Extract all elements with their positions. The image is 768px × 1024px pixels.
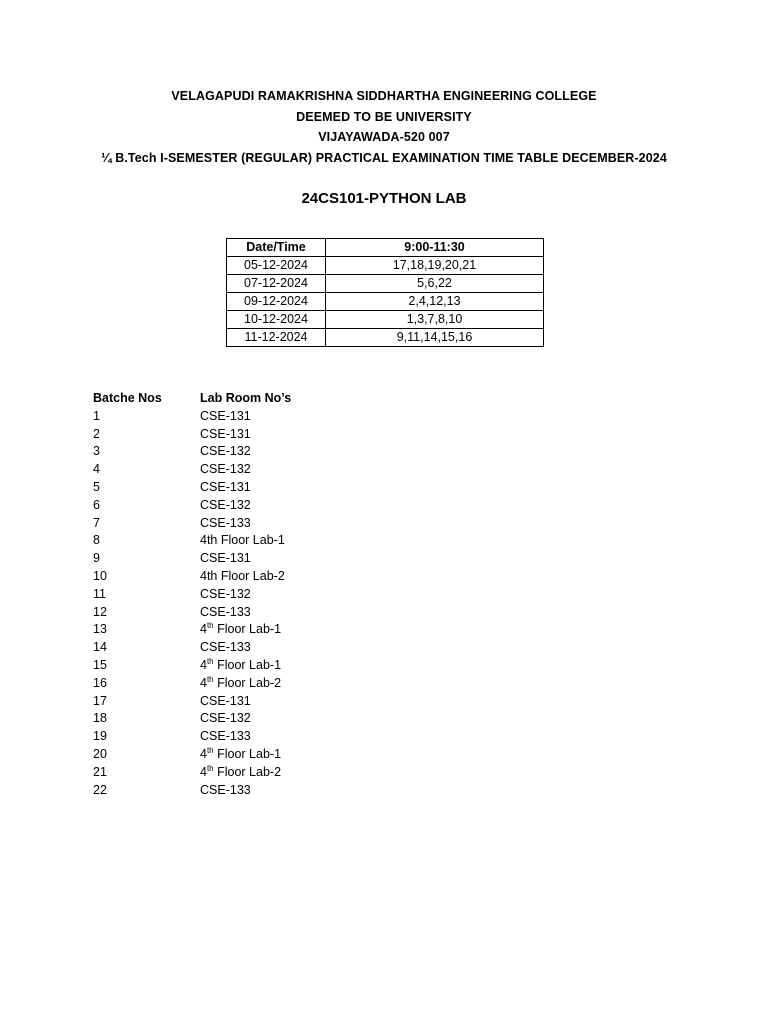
- room-floor-ordinal: th: [206, 763, 214, 773]
- lab-room: [200, 764, 281, 782]
- schedule-header-date: Date/Time: [227, 239, 326, 257]
- room-floor-name: Floor Lab-2: [213, 675, 282, 690]
- batch-number: 12: [93, 604, 107, 619]
- college-location: VIJAYAWADA-520 007: [318, 130, 450, 144]
- lab-room: CSE-133: [200, 640, 251, 655]
- batch-number: 21: [93, 764, 107, 779]
- room-floor-name: Floor Lab-1: [213, 657, 282, 672]
- batch-number: 2: [93, 426, 100, 441]
- batch-number: 13: [93, 622, 107, 637]
- batch-number: 11: [93, 586, 106, 601]
- college-name: VELAGAPUDI RAMAKRISHNA SIDDHARTHA ENGINEERING COLLEGE: [171, 89, 597, 103]
- room-floor-ordinal: th: [206, 674, 214, 684]
- schedule-header-time: 9:00-11:30: [326, 239, 544, 257]
- batch-number: 5: [93, 479, 100, 494]
- batch-number: 7: [93, 515, 100, 530]
- university-status: DEEMED TO BE UNIVERSITY: [296, 110, 472, 124]
- room-floor-name: Floor Lab-1: [213, 622, 282, 637]
- exam-timetable-heading: ¼ B.Tech I-SEMESTER (REGULAR) PRACTICAL EXAMINATION TIME TABLE DECEMBER-2024: [101, 151, 667, 165]
- batch-number-header: Batche Nos: [93, 391, 162, 405]
- batch-number: 10: [93, 568, 107, 583]
- schedule-date-cell: 05-12-2024: [227, 257, 326, 275]
- schedule-batches-cell: 5,6,22: [326, 275, 544, 293]
- room-floor-number: 4: [200, 764, 207, 779]
- lab-room-header: Lab Room No’s: [200, 391, 292, 405]
- lab-room: CSE-131: [200, 479, 251, 494]
- schedule-date-cell: 07-12-2024: [227, 275, 326, 293]
- schedule-row: [227, 275, 544, 293]
- lab-room: CSE-133: [200, 729, 251, 744]
- room-floor-number: 4: [200, 746, 207, 761]
- room-floor-ordinal: th: [206, 656, 214, 666]
- batch-number: 9: [93, 551, 100, 566]
- lab-room: CSE-131: [200, 426, 251, 441]
- lab-room: CSE-131: [200, 551, 251, 566]
- exam-title: 24CS101-PYTHON LAB: [301, 190, 467, 207]
- batch-number: 1: [93, 408, 100, 423]
- lab-room: CSE-133: [200, 515, 251, 530]
- lab-room: CSE-132: [200, 586, 251, 601]
- room-floor-number: 4: [200, 675, 207, 690]
- schedule-header-row: [227, 239, 544, 257]
- batch-number: 20: [93, 746, 107, 761]
- batch-number: 16: [93, 675, 107, 690]
- schedule-table: [226, 238, 544, 347]
- lab-room: [200, 657, 281, 675]
- schedule-row: [227, 257, 544, 275]
- batch-number: 22: [93, 782, 107, 797]
- schedule-batches-cell: 17,18,19,20,21: [326, 257, 544, 275]
- batch-number: 19: [93, 729, 107, 744]
- schedule-date-cell: 09-12-2024: [227, 293, 326, 311]
- lab-room: 4th Floor Lab-1: [200, 533, 285, 548]
- room-floor-number: 4: [200, 622, 207, 637]
- room-floor-name: Floor Lab-2: [213, 764, 282, 779]
- lab-room: CSE-132: [200, 711, 251, 726]
- batch-number: 6: [93, 497, 100, 512]
- schedule-batches-cell: 9,11,14,15,16: [326, 329, 544, 347]
- batch-number: 3: [93, 444, 100, 459]
- lab-room: CSE-132: [200, 444, 251, 459]
- lab-room: [200, 675, 281, 693]
- lab-room: CSE-132: [200, 462, 251, 477]
- schedule-row: [227, 293, 544, 311]
- schedule-row: [227, 329, 544, 347]
- lab-room: CSE-133: [200, 604, 251, 619]
- lab-room: [200, 621, 281, 639]
- schedule-date-cell: 10-12-2024: [227, 311, 326, 329]
- batch-number: 17: [93, 693, 107, 708]
- schedule-date-cell: 11-12-2024: [227, 329, 326, 347]
- batch-number: 4: [93, 462, 100, 477]
- lab-room: CSE-131: [200, 693, 251, 708]
- lab-room: CSE-133: [200, 782, 251, 797]
- lab-room: 4th Floor Lab-2: [200, 568, 285, 583]
- batch-number: 8: [93, 533, 100, 548]
- batch-number: 14: [93, 640, 107, 655]
- schedule-batches-cell: 1,3,7,8,10: [326, 311, 544, 329]
- lab-room: [200, 746, 281, 764]
- room-floor-number: 4: [200, 657, 207, 672]
- lab-room: CSE-132: [200, 497, 251, 512]
- schedule-row: [227, 311, 544, 329]
- batch-number: 15: [93, 657, 107, 672]
- lab-room: CSE-131: [200, 408, 251, 423]
- room-floor-ordinal: th: [206, 621, 214, 631]
- batch-number: 18: [93, 711, 107, 726]
- room-floor-ordinal: th: [206, 745, 214, 755]
- schedule-batches-cell: 2,4,12,13: [326, 293, 544, 311]
- room-floor-name: Floor Lab-1: [213, 746, 282, 761]
